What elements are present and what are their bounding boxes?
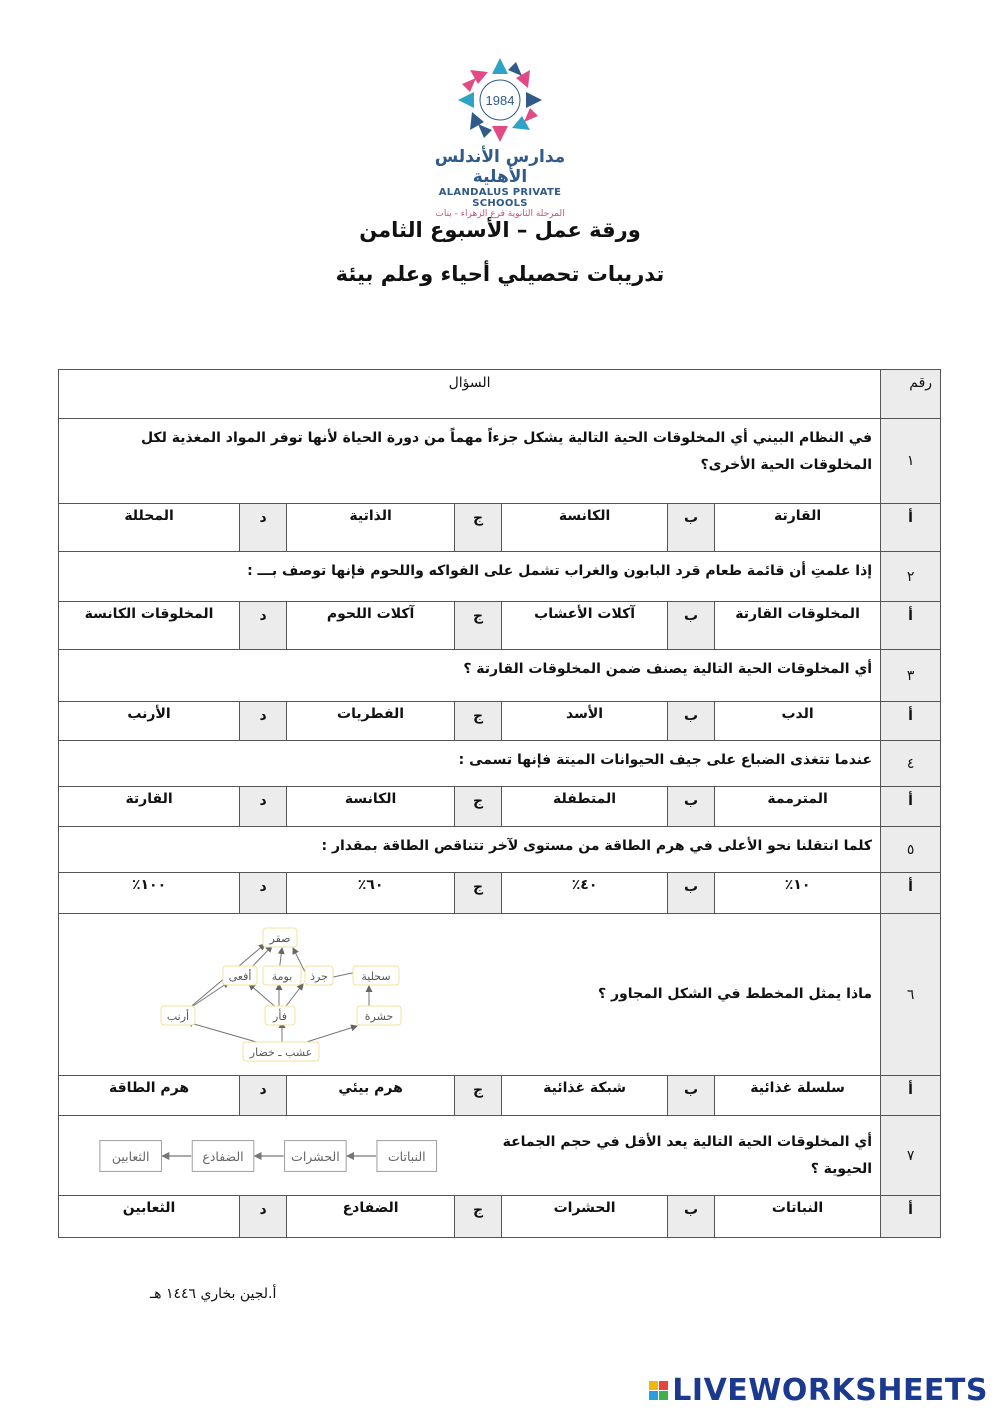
food-web-insect: حشرة bbox=[364, 1009, 394, 1023]
option-label-d: د bbox=[240, 504, 287, 552]
chain-insects: الحشرات bbox=[291, 1148, 340, 1164]
option-label-b: ب bbox=[668, 702, 715, 741]
question-text: عندما تتغذى الضباع على جيف الحيوانات الميتة فإنها تسمى : bbox=[59, 741, 881, 787]
option-label-a: أ bbox=[881, 504, 941, 552]
option-a[interactable]: المترممة bbox=[715, 787, 881, 827]
food-web-rat: جرذ bbox=[310, 969, 328, 983]
option-d[interactable]: القارتة bbox=[59, 787, 240, 827]
option-label-b: ب bbox=[668, 602, 715, 650]
question-text: كلما انتقلنا نحو الأعلى في هرم الطاقة من مستوى لآخر تتناقص الطاقة بمقدار : bbox=[59, 827, 881, 873]
question-6-cell bbox=[59, 914, 881, 1076]
option-label-c: ج bbox=[455, 602, 502, 650]
liveworksheets-logo-icon bbox=[649, 1381, 668, 1400]
option-a[interactable]: الدب bbox=[715, 702, 881, 741]
question-number: ٣ bbox=[881, 650, 941, 702]
option-c[interactable]: الضفادع bbox=[287, 1196, 455, 1238]
school-name-en: ALANDALUS PRIVATE SCHOOLS bbox=[438, 187, 562, 209]
chain-plants: النباتات bbox=[387, 1148, 426, 1164]
school-branch: المرحلة الثانوية فرع الزهراء - بنات bbox=[435, 209, 565, 219]
option-c[interactable]: هرم بيئي bbox=[287, 1076, 455, 1116]
option-label-c: ج bbox=[455, 504, 502, 552]
question-number: ١ bbox=[881, 419, 941, 504]
option-d[interactable]: ١٠٠٪ bbox=[59, 873, 240, 914]
food-web-grass: عشب ـ خضار bbox=[249, 1045, 313, 1059]
food-chain-diagram bbox=[97, 1136, 453, 1176]
option-label-b: ب bbox=[668, 873, 715, 914]
option-c[interactable]: آكلات اللحوم bbox=[287, 602, 455, 650]
option-c[interactable]: الذاتية bbox=[287, 504, 455, 552]
option-b[interactable]: شبكة غذائية bbox=[502, 1076, 668, 1116]
option-label-a: أ bbox=[881, 1076, 941, 1116]
food-web-owl: بومة bbox=[271, 969, 293, 983]
food-web-rabbit: أرنب bbox=[166, 1009, 190, 1023]
header-number: رقم bbox=[881, 370, 941, 419]
worksheet-title: ورقة عمل – الأسبوع الثامن bbox=[359, 218, 641, 242]
option-label-d: د bbox=[240, 1076, 287, 1116]
food-web-diagram bbox=[157, 922, 417, 1068]
option-label-b: ب bbox=[668, 504, 715, 552]
option-d[interactable]: الأرنب bbox=[59, 702, 240, 741]
option-c[interactable]: الفطريات bbox=[287, 702, 455, 741]
option-c[interactable]: الكانسة bbox=[287, 787, 455, 827]
option-d[interactable]: الثعابين bbox=[59, 1196, 240, 1238]
option-label-a: أ bbox=[881, 702, 941, 741]
option-c[interactable]: ٦٠٪ bbox=[287, 873, 455, 914]
option-label-d: د bbox=[240, 873, 287, 914]
food-web-lizard: سحلية bbox=[361, 969, 391, 983]
option-label-b: ب bbox=[668, 1196, 715, 1238]
option-label-c: ج bbox=[455, 1076, 502, 1116]
option-b[interactable]: الأسد bbox=[502, 702, 668, 741]
option-a[interactable]: النباتات bbox=[715, 1196, 881, 1238]
worksheet-subtitle: تدريبات تحصيلي أحياء وعلم بيئة bbox=[335, 262, 665, 286]
brand-text: LIVEWORKSHEETS bbox=[672, 1373, 988, 1408]
option-label-c: ج bbox=[455, 1196, 502, 1238]
option-d[interactable]: هرم الطاقة bbox=[59, 1076, 240, 1116]
option-b[interactable]: ٤٠٪ bbox=[502, 873, 668, 914]
school-logo bbox=[410, 55, 590, 219]
question-7-cell bbox=[59, 1116, 881, 1196]
option-label-a: أ bbox=[881, 1196, 941, 1238]
option-label-a: أ bbox=[881, 873, 941, 914]
question-text: إذا علمتِ أن قائمة طعام قرد البابون والغراب تشمل على الفواكه واللحوم فإنها توصف بـــ : bbox=[59, 552, 881, 602]
food-web-mouse: فأر bbox=[273, 1009, 287, 1023]
question-text: أي المخلوقات الحية التالية يعد الأقل في حجم الجماعة الحيوية ؟ bbox=[502, 1133, 873, 1177]
question-text: في النظام البيني أي المخلوقات الحية التالية يشكل جزءاً مهماً من دورة الحياة لأنها توفر المواد المغذية لكل المخلوقات الحية الأخرى؟ bbox=[59, 419, 881, 504]
option-label-d: د bbox=[240, 602, 287, 650]
school-name-ar: مدارس الأندلس الأهلية bbox=[434, 147, 566, 187]
option-a[interactable]: سلسلة غذائية bbox=[715, 1076, 881, 1116]
option-b[interactable]: المتطفلة bbox=[502, 787, 668, 827]
option-d[interactable]: المحللة bbox=[59, 504, 240, 552]
option-label-c: ج bbox=[455, 702, 502, 741]
option-label-d: د bbox=[240, 702, 287, 741]
option-a[interactable]: ١٠٪ bbox=[715, 873, 881, 914]
question-number: ٢ bbox=[881, 552, 941, 602]
food-web-hawk: صقر bbox=[269, 931, 291, 945]
liveworksheets-brand[interactable] bbox=[649, 1373, 988, 1408]
option-label-c: ج bbox=[455, 873, 502, 914]
option-a[interactable]: المخلوقات القارتة bbox=[715, 602, 881, 650]
chain-snakes: الثعابين bbox=[111, 1148, 150, 1164]
option-label-b: ب bbox=[668, 1076, 715, 1116]
header-question: السؤال bbox=[59, 370, 881, 419]
food-web-viper: أفعى bbox=[228, 969, 252, 983]
teacher-footer: أ.لجين بخاري ١٤٤٦ هـ bbox=[150, 1286, 277, 1302]
questions-table bbox=[58, 369, 941, 1238]
option-label-a: أ bbox=[881, 602, 941, 650]
chain-frogs: الضفادع bbox=[202, 1148, 244, 1164]
question-number: ٧ bbox=[881, 1116, 941, 1196]
option-b[interactable]: الكانسة bbox=[502, 504, 668, 552]
option-b[interactable]: آكلات الأعشاب bbox=[502, 602, 668, 650]
option-label-d: د bbox=[240, 1196, 287, 1238]
question-text: أي المخلوقات الحية التالية يصنف ضمن المخلوقات القارتة ؟ bbox=[59, 650, 881, 702]
question-text: ماذا يمثل المخطط في الشكل المجاور ؟ bbox=[597, 986, 873, 1003]
option-b[interactable]: الحشرات bbox=[502, 1196, 668, 1238]
question-number: ٦ bbox=[881, 914, 941, 1076]
question-number: ٤ bbox=[881, 741, 941, 787]
option-label-d: د bbox=[240, 787, 287, 827]
option-a[interactable]: القارتة bbox=[715, 504, 881, 552]
star-logo-icon bbox=[450, 55, 550, 145]
option-label-a: أ bbox=[881, 787, 941, 827]
option-d[interactable]: المخلوقات الكانسة bbox=[59, 602, 240, 650]
option-label-c: ج bbox=[455, 787, 502, 827]
question-number: ٥ bbox=[881, 827, 941, 873]
logo-year: 1984 bbox=[485, 93, 515, 108]
option-label-b: ب bbox=[668, 787, 715, 827]
